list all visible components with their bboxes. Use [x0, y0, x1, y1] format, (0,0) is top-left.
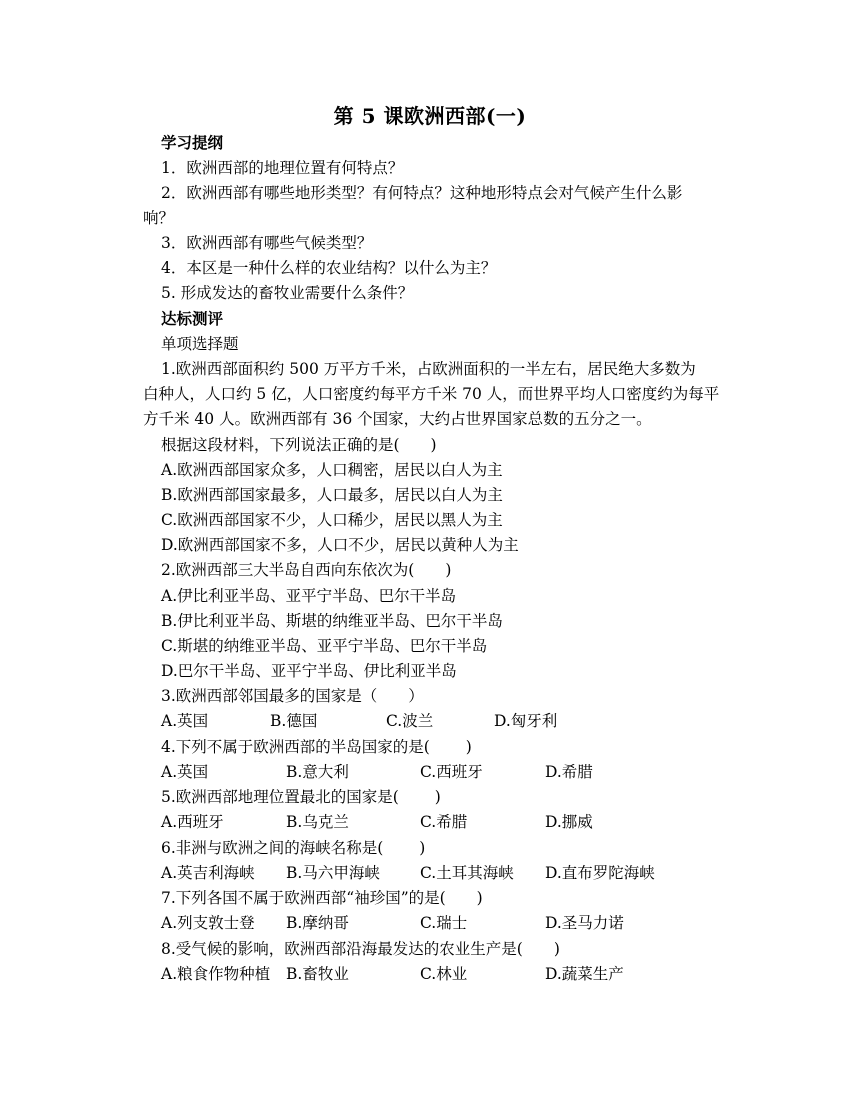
- page-title: 第 5 课欧洲西部(一): [333, 104, 527, 128]
- outline-item: 2．欧洲西部有哪些地形类型？有何特点？这种地形特点会对气候产生什么影: [161, 184, 683, 202]
- q6-option-d: D.直布罗陀海峡: [545, 864, 655, 882]
- q4-stem: 4.下列不属于欧洲西部的半岛国家的是( ): [161, 738, 472, 756]
- q1-option-c: C.欧洲西部国家不少，人口稀少，居民以黑人为主: [161, 511, 503, 529]
- q6-stem: 6.非洲与欧洲之间的海峡名称是( ): [161, 839, 426, 857]
- q2-option-d: D.巴尔干半岛、亚平宁半岛、伊比利亚半岛: [161, 662, 457, 680]
- q7-option-a: A.列支敦士登: [161, 914, 255, 932]
- q6-option-b: B.马六甲海峡: [286, 864, 380, 882]
- q2-option-b: B.伊比利亚半岛、斯堪的纳维亚半岛、巴尔干半岛: [161, 612, 503, 630]
- q3-stem: 3.欧洲西部邻国最多的国家是（ ）: [161, 687, 424, 705]
- q1-option-d: D.欧洲西部国家不多，人口不少，居民以黄种人为主: [161, 536, 519, 554]
- q1-material-line: 1.欧洲西部面积约 500 万平方千米，占欧洲面积的一半左右，居民绝大多数为: [161, 360, 696, 378]
- assessment-heading: 达标测评: [161, 309, 224, 328]
- outline-item: 4．本区是一种什么样的农业结构？以什么为主？: [161, 259, 497, 277]
- q4-option-a: A.英国: [161, 763, 209, 781]
- q3-option-a: A.英国: [161, 712, 209, 730]
- q6-option-c: C.土耳其海峡: [420, 864, 514, 882]
- outline-item: 1．欧洲西部的地理位置有何特点？: [161, 159, 404, 177]
- q1-option-a: A.欧洲西部国家众多，人口稠密，居民以白人为主: [161, 461, 503, 479]
- outline-item: 5. 形成发达的畜牧业需要什么条件？: [161, 284, 414, 302]
- q7-option-b: B.摩纳哥: [286, 914, 349, 932]
- outline-item: 3．欧洲西部有哪些气候类型？: [161, 234, 373, 252]
- q7-option-d: D.圣马力诺: [545, 914, 624, 932]
- q7-option-c: C.瑞士: [420, 914, 468, 932]
- q5-stem: 5.欧洲西部地理位置最北的国家是( ): [161, 788, 441, 806]
- q2-option-a: A.伊比利亚半岛、亚平宁半岛、巴尔干半岛: [161, 587, 457, 605]
- q1-material-line: 白种人，人口约 5 亿，人口密度约每平方千米 70 人，而世界平均人口密度约为每平: [143, 385, 720, 403]
- q5-option-d: D.挪威: [545, 813, 593, 831]
- q4-option-d: D.希腊: [545, 763, 593, 781]
- q2-option-c: C.斯堪的纳维亚半岛、亚平宁半岛、巴尔干半岛: [161, 637, 488, 655]
- q5-option-c: C.希腊: [420, 813, 468, 831]
- q3-option-d: D.匈牙利: [494, 712, 558, 730]
- section-label: 单项选择题: [161, 335, 239, 353]
- q6-option-a: A.英吉利海峡: [161, 864, 255, 882]
- q3-option-b: B.德国: [270, 712, 318, 730]
- q4-option-c: C.西班牙: [420, 763, 483, 781]
- q5-option-b: B.乌克兰: [286, 813, 349, 831]
- q7-stem: 7.下列各国不属于欧洲西部“袖珍国”的是( ): [161, 889, 483, 907]
- q8-option-b: B.畜牧业: [286, 965, 349, 983]
- q2-stem: 2.欧洲西部三大半岛自西向东依次为( ): [161, 561, 452, 579]
- q1-material-line: 方千米 40 人。欧洲西部有 36 个国家，大约占世界国家总数的五分之一。: [143, 410, 652, 428]
- q3-option-c: C.波兰: [386, 712, 434, 730]
- q8-option-a: A.粮食作物种植: [161, 965, 271, 983]
- outline-item-continuation: 响？: [143, 209, 175, 227]
- q8-stem: 8.受气候的影响，欧洲西部沿海最发达的农业生产是( ): [161, 940, 560, 958]
- q1-option-b: B.欧洲西部国家最多，人口最多，居民以白人为主: [161, 486, 503, 504]
- q8-option-d: D.蔬菜生产: [545, 965, 624, 983]
- q5-option-a: A.西班牙: [161, 813, 224, 831]
- q1-stem: 根据这段材料，下列说法正确的是( ): [161, 436, 437, 454]
- q4-option-b: B.意大利: [286, 763, 349, 781]
- outline-heading: 学习提纲: [161, 133, 224, 152]
- q8-option-c: C.林业: [420, 965, 468, 983]
